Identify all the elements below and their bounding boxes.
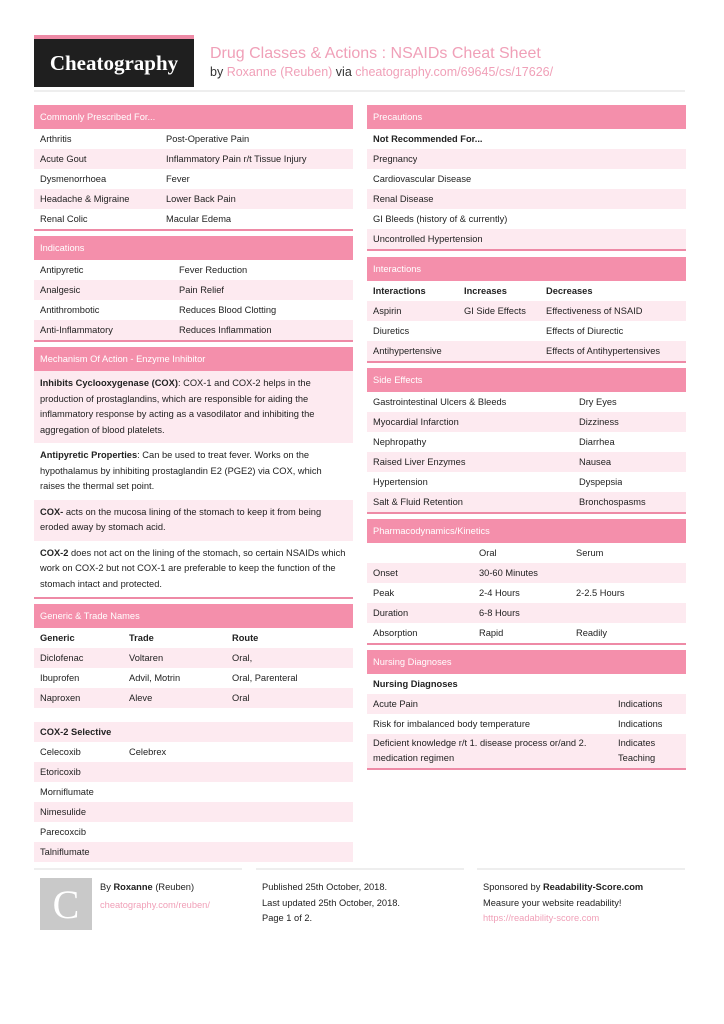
list-item bbox=[367, 229, 686, 249]
interactions-section bbox=[367, 257, 686, 363]
cell: Lower Back Pain bbox=[166, 194, 236, 204]
section-heading: Precautions bbox=[367, 105, 686, 129]
cell: Gastrointestinal Ulcers & Bleeds bbox=[373, 397, 507, 407]
cell: Rapid bbox=[479, 628, 504, 638]
cell: Ibuprofen bbox=[40, 673, 80, 683]
cox2-selective-label: COX-2 Selective bbox=[40, 727, 112, 737]
table-row bbox=[34, 300, 353, 320]
cell: Dizziness bbox=[579, 417, 619, 427]
sponsor-tagline: Measure your website readability! bbox=[483, 897, 622, 908]
table-row bbox=[34, 280, 353, 300]
table-row bbox=[367, 694, 686, 714]
footer-sponsor-block bbox=[483, 880, 643, 927]
cell: Readily bbox=[576, 628, 608, 638]
cell: Hypertension bbox=[373, 477, 428, 487]
table-row bbox=[34, 648, 353, 668]
cell: Duration bbox=[373, 608, 409, 618]
cell: Acute Pain bbox=[373, 699, 418, 709]
left-column bbox=[34, 105, 353, 867]
column-header: Oral bbox=[479, 548, 497, 558]
table-row bbox=[34, 169, 353, 189]
published-date: Published 25th October, 2018. bbox=[262, 882, 388, 892]
section-heading: Indications bbox=[34, 236, 353, 260]
cell: Reduces Blood Clotting bbox=[179, 305, 277, 315]
table-row bbox=[367, 321, 686, 341]
column-header: Interactions bbox=[373, 286, 426, 296]
table-row bbox=[34, 149, 353, 169]
footer-divider bbox=[34, 868, 242, 870]
list-item bbox=[367, 189, 686, 209]
cell: Naproxen bbox=[40, 693, 81, 703]
precautions-section bbox=[367, 105, 686, 251]
cell: Effects of Antihypertensives bbox=[546, 346, 661, 356]
cell: Antipyretic bbox=[40, 265, 84, 275]
cell: Parecoxcib bbox=[40, 827, 86, 837]
table-row bbox=[367, 341, 686, 361]
header-divider bbox=[34, 90, 685, 92]
cell: Oral, bbox=[232, 653, 253, 663]
cell: Reduces Inflammation bbox=[179, 325, 272, 335]
cox2-selective-label-row bbox=[34, 722, 353, 742]
sheet-url-link[interactable]: cheatography.com/69645/cs/17626/ bbox=[355, 65, 554, 79]
table-header-row bbox=[367, 543, 686, 563]
paragraph bbox=[34, 500, 353, 541]
table-row bbox=[367, 301, 686, 321]
table-row bbox=[34, 842, 353, 862]
sponsor-name[interactable]: Readability-Score.com bbox=[542, 882, 644, 892]
author-avatar[interactable]: C bbox=[40, 878, 92, 930]
cell: 6-8 Hours bbox=[479, 608, 520, 618]
table-row bbox=[367, 412, 686, 432]
cell: Myocardial Infarction bbox=[373, 417, 459, 427]
footer-author-line bbox=[100, 880, 210, 896]
column-header: Trade bbox=[129, 633, 154, 643]
table-row bbox=[34, 822, 353, 842]
table-row bbox=[34, 189, 353, 209]
section-heading: Commonly Prescribed For... bbox=[34, 105, 353, 129]
via-word: via bbox=[335, 65, 352, 79]
column-header: Route bbox=[232, 633, 259, 643]
cell: Indicates Teaching bbox=[618, 738, 656, 763]
commonly-prescribed-section bbox=[34, 105, 353, 231]
cell: GI Bleeds (history of & currently) bbox=[373, 214, 508, 224]
cell: 2-4 Hours bbox=[479, 588, 520, 598]
by-word: by bbox=[210, 65, 224, 79]
side-effects-section bbox=[367, 368, 686, 514]
byline bbox=[210, 65, 690, 79]
table-row bbox=[34, 742, 353, 762]
header bbox=[210, 44, 690, 79]
footer-author-rest: (Reuben) bbox=[155, 882, 195, 892]
cell: Indications bbox=[618, 719, 663, 729]
para-term: Inhibits Cyclooxygenase (COX) bbox=[40, 378, 178, 388]
pharmacodynamics-section bbox=[367, 519, 686, 645]
cell: GI Side Effects bbox=[464, 306, 526, 316]
cell: Etoricoxib bbox=[40, 767, 81, 777]
para-text: : Can be used to treat fever. Works on the hypothalamus by inhibiting prostaglandin E2 (PGE2) via COX, which raises the thermal set point. bbox=[40, 450, 322, 491]
table-row bbox=[34, 320, 353, 340]
sponsor-link[interactable]: https://readability-score.com bbox=[483, 913, 600, 923]
cell: Cardiovascular Disease bbox=[373, 174, 472, 184]
cell: Peak bbox=[373, 588, 395, 598]
cell: Renal Colic bbox=[40, 214, 88, 224]
cell: Diuretics bbox=[373, 326, 410, 336]
indications-section bbox=[34, 236, 353, 342]
sponsor-prefix: Sponsored by bbox=[483, 882, 541, 892]
cell: Pregnancy bbox=[373, 154, 418, 164]
page-number: Page 1 of 2. bbox=[262, 913, 313, 923]
cell: Oral, Parenteral bbox=[232, 673, 298, 683]
table-row bbox=[34, 802, 353, 822]
para-text: does not act on the lining of the stomach, so certain NSAIDs which work on COX-2 but not COX-1 are preferable to keep the function of the stomach intact and protected. bbox=[40, 547, 346, 589]
cell: Antithrombotic bbox=[40, 305, 100, 315]
cell: Effectiveness of NSAID bbox=[546, 306, 643, 316]
cell: Aleve bbox=[129, 693, 153, 703]
table-row bbox=[34, 260, 353, 280]
cell: Bronchospasms bbox=[579, 497, 646, 507]
cell: Voltaren bbox=[129, 653, 164, 663]
cell: Fever bbox=[166, 174, 190, 184]
paragraph bbox=[34, 443, 353, 500]
table-row bbox=[367, 714, 686, 734]
cell: Deficient knowledge r/t 1. disease process or/and 2. medication regimen bbox=[373, 738, 587, 763]
table-row bbox=[367, 734, 686, 768]
cell: Inflammatory Pain r/t Tissue Injury bbox=[166, 154, 307, 164]
table-row bbox=[367, 623, 686, 643]
cell: Morniflumate bbox=[40, 787, 94, 797]
cell: Dysmenorrhoea bbox=[40, 174, 107, 184]
generic-trade-section bbox=[34, 604, 353, 862]
list-item bbox=[367, 209, 686, 229]
table-row bbox=[367, 603, 686, 623]
cell: 2-2.5 Hours bbox=[576, 588, 625, 598]
cell: Dry Eyes bbox=[579, 397, 617, 407]
right-column bbox=[367, 105, 686, 775]
cell: Celebrex bbox=[129, 747, 167, 757]
para-text: acts on the mucosa lining of the stomach to keep it from being eroded away by stomach acid. bbox=[40, 506, 322, 532]
section-heading: Interactions bbox=[367, 257, 686, 281]
section-heading: Side Effects bbox=[367, 368, 686, 392]
cell: 30-60 Minutes bbox=[479, 568, 538, 578]
sheet-title: Drug Classes & Actions : NSAIDs Cheat Sheet bbox=[210, 45, 541, 62]
cheatography-logo[interactable]: Cheatography bbox=[34, 35, 194, 87]
cell: Post-Operative Pain bbox=[166, 134, 250, 144]
list-item bbox=[367, 149, 686, 169]
table-row bbox=[34, 688, 353, 708]
nursing-diagnoses-section bbox=[367, 650, 686, 770]
cell: Salt & Fluid Retention bbox=[373, 497, 463, 507]
cell: Risk for imbalanced body temperature bbox=[373, 719, 531, 729]
updated-date: Last updated 25th October, 2018. bbox=[262, 897, 401, 908]
cell: Acute Gout bbox=[40, 154, 87, 164]
subheading: Not Recommended For... bbox=[373, 134, 483, 144]
cell: Diclofenac bbox=[40, 653, 84, 663]
cell: Oral bbox=[232, 693, 250, 703]
column-header: Generic bbox=[40, 633, 75, 643]
table-header-row bbox=[34, 628, 353, 648]
cell: Anti-Inflammatory bbox=[40, 325, 113, 335]
by-word: By bbox=[100, 882, 111, 892]
table-row bbox=[34, 762, 353, 782]
footer-divider bbox=[477, 868, 685, 870]
cell: Advil, Motrin bbox=[129, 673, 181, 683]
section-heading: Pharmacodynamics/Kinetics bbox=[367, 519, 686, 543]
author-link[interactable]: Roxanne (Reuben) bbox=[226, 65, 333, 79]
cell: Indications bbox=[618, 699, 663, 709]
cell: Antihypertensive bbox=[373, 346, 442, 356]
cell: Uncontrolled Hypertension bbox=[373, 234, 483, 244]
cell: Raised Liver Enzymes bbox=[373, 457, 466, 467]
table-row bbox=[367, 583, 686, 603]
cell: Nephropathy bbox=[373, 437, 427, 447]
table-header-row bbox=[367, 281, 686, 301]
table-row bbox=[34, 668, 353, 688]
footer-author-name: Roxanne bbox=[113, 882, 153, 892]
table-row bbox=[367, 563, 686, 583]
cell: Renal Disease bbox=[373, 194, 434, 204]
cell: Arthritis bbox=[40, 134, 72, 144]
cell: Diarrhea bbox=[579, 437, 615, 447]
table-row bbox=[367, 432, 686, 452]
cell: Nausea bbox=[579, 457, 612, 467]
sponsor-line bbox=[483, 880, 643, 896]
table-row bbox=[34, 209, 353, 229]
cell: Nimesulide bbox=[40, 807, 86, 817]
table-row bbox=[367, 392, 686, 412]
table-row bbox=[367, 492, 686, 512]
paragraph bbox=[34, 371, 353, 443]
cell: Absorption bbox=[373, 628, 418, 638]
para-text: : COX-1 and COX-2 helps in the production of prostaglandins, which are responsible for aiding the inflammatory response by acting as a vasodilator and inhibiting the aggregation of blood platelets. bbox=[40, 378, 315, 435]
table-row bbox=[34, 129, 353, 149]
footer-dates-block bbox=[262, 880, 400, 927]
subheading: Nursing Diagnoses bbox=[373, 679, 458, 689]
cell: Dyspepsia bbox=[579, 477, 623, 487]
cell: Onset bbox=[373, 568, 398, 578]
cell: Fever Reduction bbox=[179, 265, 248, 275]
section-heading: Mechanism Of Action - Enzyme Inhibitor bbox=[34, 347, 353, 371]
footer-author-block bbox=[100, 880, 210, 913]
mechanism-section bbox=[34, 347, 353, 599]
list-item bbox=[367, 169, 686, 189]
column-header: Increases bbox=[464, 286, 507, 296]
footer-divider bbox=[256, 868, 464, 870]
para-term: Antipyretic Properties bbox=[40, 450, 138, 460]
cell: Aspirin bbox=[373, 306, 402, 316]
section-heading: Nursing Diagnoses bbox=[367, 650, 686, 674]
cell: Pain Relief bbox=[179, 285, 224, 295]
cell: Headache & Migraine bbox=[40, 194, 130, 204]
table-row bbox=[367, 472, 686, 492]
cell: Analgesic bbox=[40, 285, 81, 295]
column-header: Serum bbox=[576, 548, 604, 558]
cell: Effects of Diurectic bbox=[546, 326, 624, 336]
footer-author-link[interactable]: cheatography.com/reuben/ bbox=[100, 899, 210, 910]
column-header: Decreases bbox=[546, 286, 593, 296]
spacer-row bbox=[34, 708, 353, 722]
para-term: COX- bbox=[40, 506, 64, 517]
table-row bbox=[34, 782, 353, 802]
table-row bbox=[367, 452, 686, 472]
section-heading: Generic & Trade Names bbox=[34, 604, 353, 628]
cell: Macular Edema bbox=[166, 214, 232, 224]
para-term: COX-2 bbox=[40, 547, 69, 558]
subheading-row bbox=[367, 674, 686, 694]
cell: Celecoxib bbox=[40, 747, 81, 757]
subheading-row bbox=[367, 129, 686, 149]
paragraph bbox=[34, 541, 353, 598]
cell: Talniflumate bbox=[40, 847, 90, 857]
